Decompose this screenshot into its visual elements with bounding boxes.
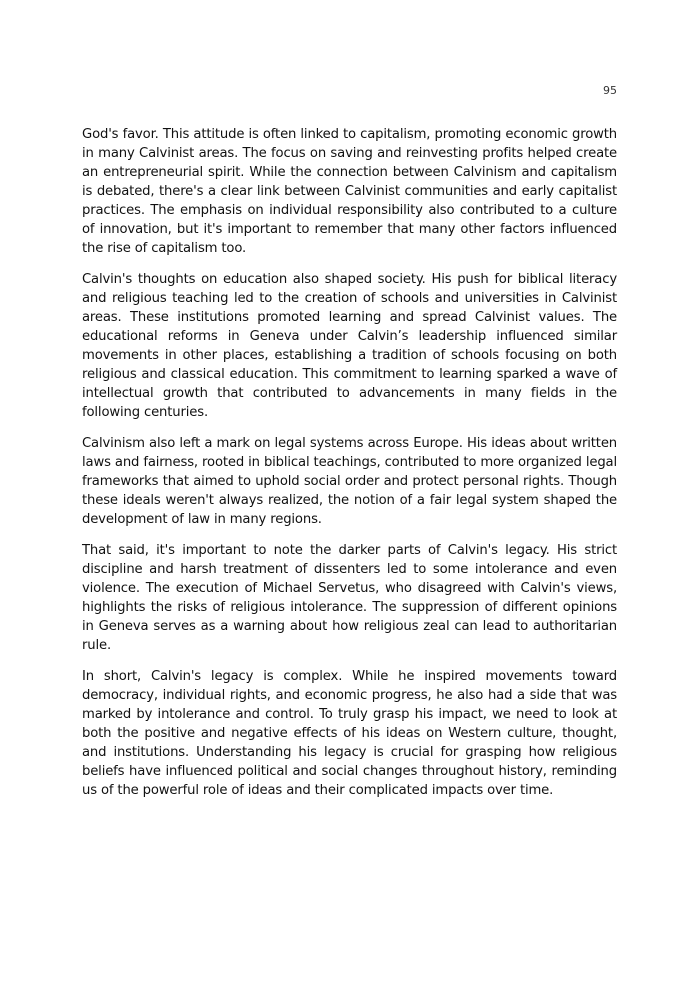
page-number: 95 xyxy=(603,84,617,97)
document-body xyxy=(82,125,617,812)
paragraph-capitalism: God's favor. This attitude is often linked to capitalism, promoting economic growth in many Calvinist areas. The focus on saving and reinvesting profits helped create an entrepreneurial spirit. While the connection between Calvinism and capitalism is debated, there's a clear link between Calvinist communities and early capitalist practices. The emphasis on individual responsibility also contributed to a culture of innovation, but it's important to remember that many other factors influenced the rise of capitalism too. xyxy=(82,127,617,256)
paragraph-darker-legacy: That said, it's important to note the darker parts of Calvin's legacy. His strict discipline and harsh treatment of dissenters led to some intolerance and even violence. The execution of Michael Servetus, who disagreed with Calvin's views, highlights the risks of religious intolerance. The suppression of different opinions in Geneva serves as a warning about how religious zeal can lead to authoritarian rule. xyxy=(82,543,617,653)
paragraph-legal-systems: Calvinism also left a mark on legal systems across Europe. His ideas about written laws and fairness, rooted in biblical teachings, contributed to more organized legal frameworks that aimed to uphold social order and protect personal rights. Though these ideals weren't always realized, the notion of a fair legal system shaped the development of law in many regions. xyxy=(82,436,617,527)
paragraph-conclusion: In short, Calvin's legacy is complex. While he inspired movements toward democracy, individual rights, and economic progress, he also had a side that was marked by intolerance and control. To truly grasp his impact, we need to look at both the positive and negative effects of his ideas on Western culture, thought, and institutions. Understanding his legacy is crucial for grasping how religious beliefs have influenced political and social changes throughout history, reminding us of the powerful role of ideas and their complicated impacts over time. xyxy=(82,669,617,798)
paragraph-education: Calvin's thoughts on education also shaped society. His push for biblical literacy and religious teaching led to the creation of schools and universities in Calvinist areas. These institutions promoted learning and spread Calvinist values. The educational reforms in Geneva under Calvin’s leadership influenced similar movements in other places, establishing a tradition of schools focusing on both religious and classical education. This commitment to learning sparked a wave of intellectual growth that contributed to advancements in many fields in the following centuries. xyxy=(82,272,617,420)
